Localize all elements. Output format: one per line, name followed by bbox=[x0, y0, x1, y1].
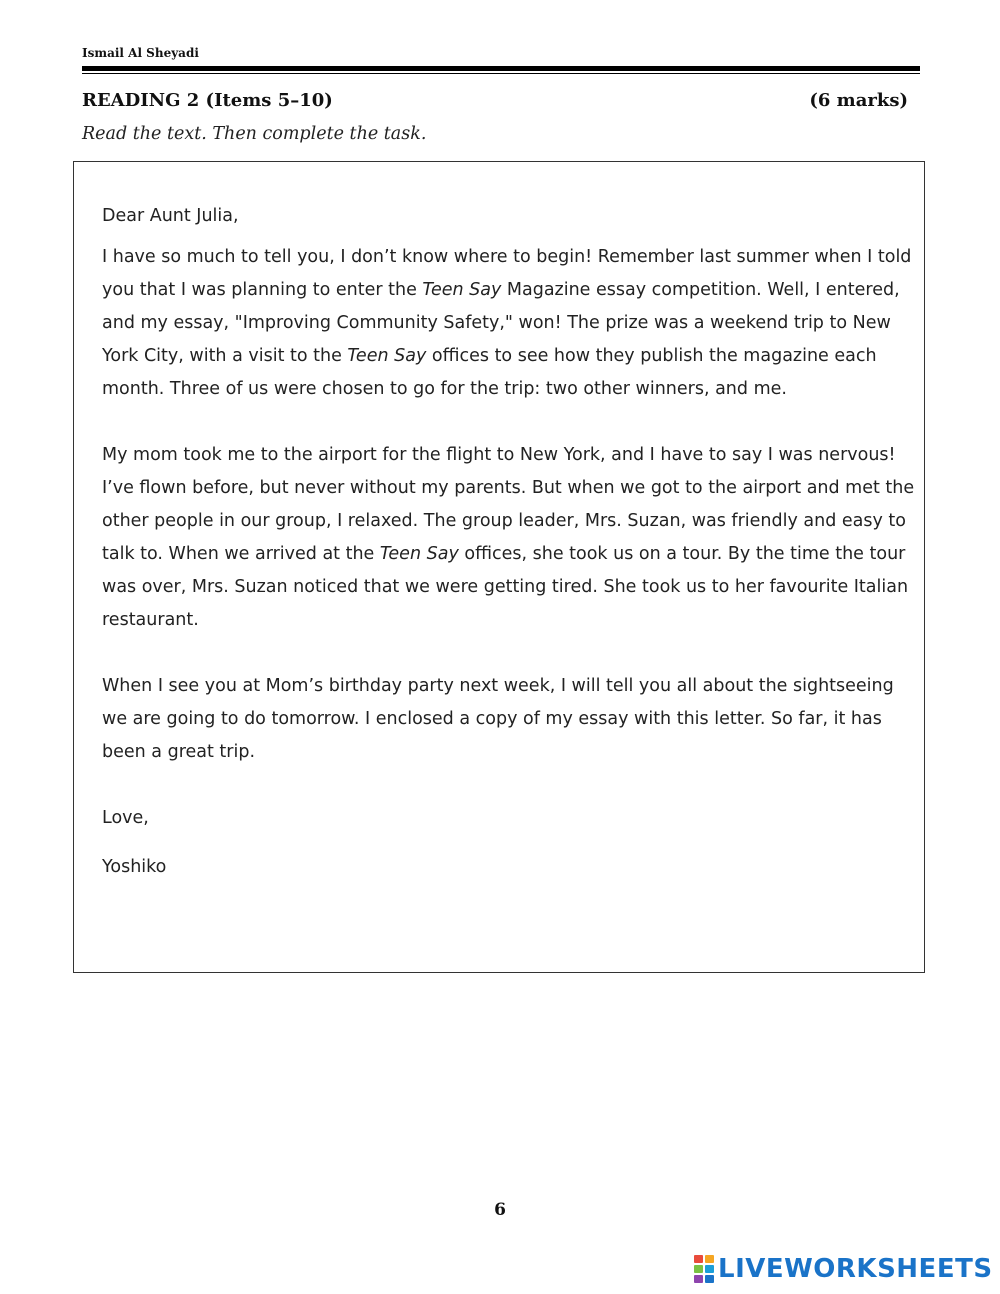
letter-paragraph-2 bbox=[102, 439, 922, 637]
letter-paragraph-1 bbox=[102, 241, 922, 406]
section-heading bbox=[82, 90, 908, 111]
paragraph-1-text-c: offices to see how they publish the magazine each month. Three of us were chosen to go for the trip: two other winners, and me. bbox=[102, 346, 877, 399]
letter-greeting: Dear Aunt Julia, bbox=[102, 206, 239, 226]
brand-name: LIVEWORKSHEETS bbox=[718, 1254, 993, 1284]
letter-box bbox=[73, 161, 925, 973]
header-rule-thin bbox=[82, 73, 920, 74]
logo-block-icon bbox=[694, 1255, 703, 1263]
paragraph-2-text-a: My mom took me to the airport for the flight to New York, and I have to say I was nervous! I’ve flown before, but never without my parents. But when we got to the airport and met the other people in our group, I relaxed. The group leader, Mrs. Suzan, was friendly and easy to talk to. When we arrived at the bbox=[102, 445, 915, 564]
liveworksheets-icon bbox=[694, 1255, 714, 1283]
magazine-name: Teen Say bbox=[379, 544, 459, 564]
liveworksheets-logo bbox=[694, 1252, 993, 1286]
magazine-name: Teen Say bbox=[422, 280, 502, 300]
logo-block-icon bbox=[694, 1265, 703, 1273]
section-title: READING 2 (Items 5–10) bbox=[82, 90, 333, 111]
logo-block-icon bbox=[705, 1275, 714, 1283]
logo-block-icon bbox=[694, 1275, 703, 1283]
letter-signature: Yoshiko bbox=[102, 857, 167, 877]
logo-block-icon bbox=[705, 1255, 714, 1263]
marks-label: (6 marks) bbox=[809, 90, 908, 111]
letter-paragraph-3: When I see you at Mom’s birthday party next week, I will tell you all about the sightseeing we are going to do tomorrow. I enclosed a copy of my essay with this letter. So far, it has been a great trip. bbox=[102, 676, 894, 762]
instruction-text: Read the text. Then complete the task. bbox=[82, 124, 427, 144]
header-rule-thick bbox=[82, 66, 920, 71]
letter-closing: Love, bbox=[102, 808, 149, 828]
logo-block-icon bbox=[705, 1265, 714, 1273]
author-name: Ismail Al Sheyadi bbox=[82, 46, 199, 60]
magazine-name: Teen Say bbox=[347, 346, 427, 366]
paragraph-1-text-a: I have so much to tell you, I don’t know where to begin! Remember last summer when I told you that I was planning to enter the bbox=[102, 247, 912, 300]
paragraph-2-text-b: offices, she took us on a tour. By the time the tour was over, Mrs. Suzan noticed that we were getting tired. She took us to her favourite Italian restaurant. bbox=[102, 544, 909, 630]
page-number: 6 bbox=[494, 1200, 506, 1220]
paragraph-1-text-b: Magazine essay competition. Well, I entered, and my essay, "Improving Community Safety," won! The prize was a weekend trip to New York City, with a visit to the bbox=[102, 280, 900, 366]
